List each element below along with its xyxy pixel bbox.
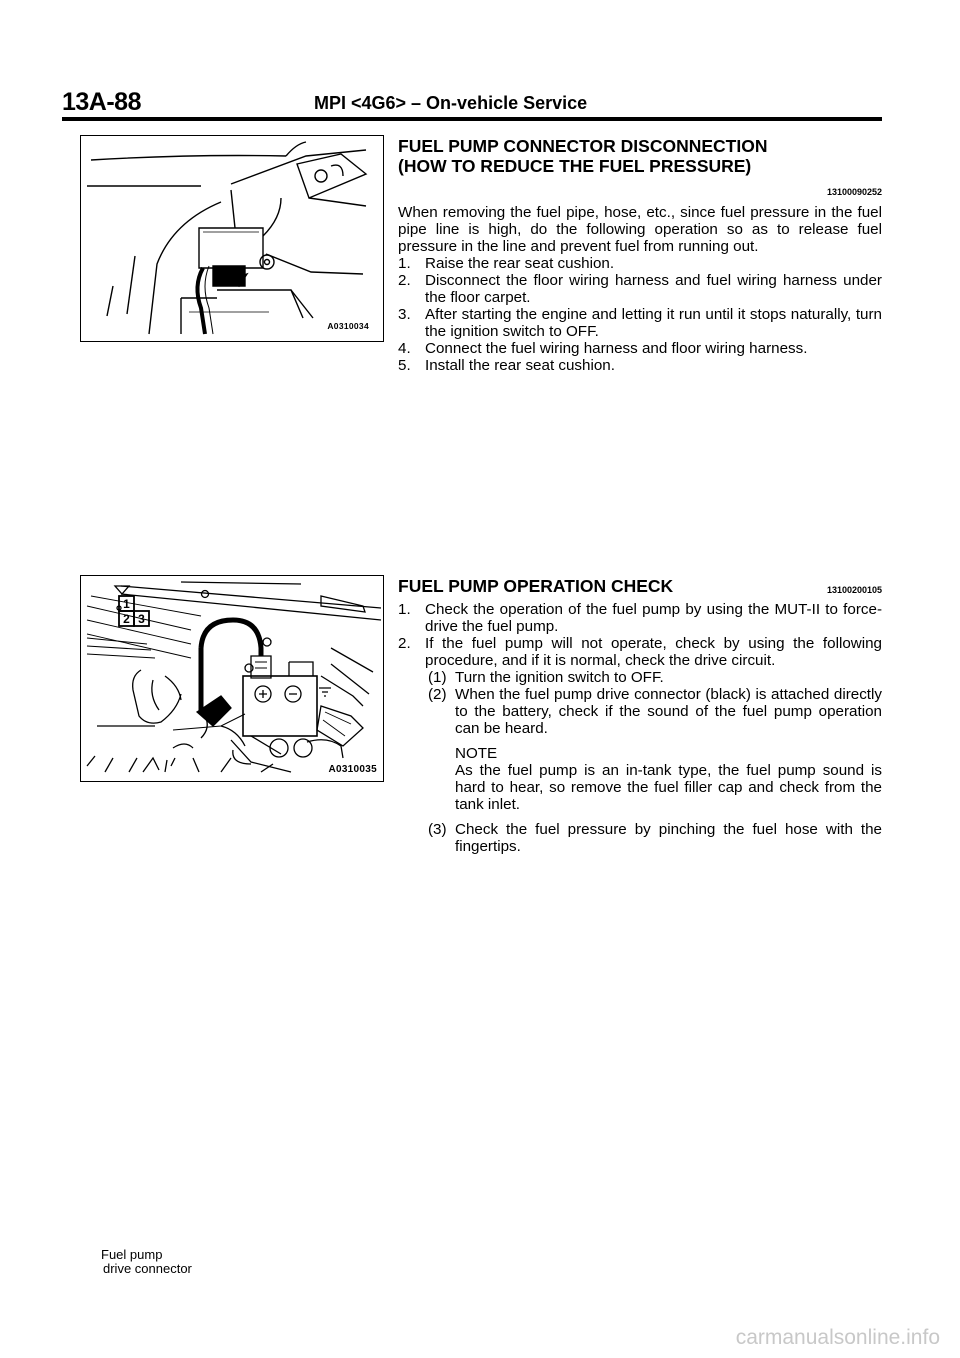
list-item: 1. Check the operation of the fuel pump by using the MUT-II to force-drive the fuel pump.	[398, 601, 882, 635]
reference-code: 13100090252	[826, 187, 882, 197]
list-item: 2. Disconnect the floor wiring harness and fuel wiring harness under the floor carpet.	[398, 272, 882, 306]
section-title: MPI <4G6> – On-vehicle Service	[314, 93, 588, 113]
watermark: carmanualsonline.info	[735, 1326, 940, 1349]
list-item: (3) Check the fuel pressure by pinching the fuel hose with the fingertips.	[428, 821, 882, 855]
note-block	[398, 745, 882, 813]
list-item: (2) When the fuel pump drive connector (black) is attached directly to the battery, check if the sound of the fuel pump operation can be heard.	[428, 686, 882, 737]
list-item: 2. If the fuel pump will not operate, check by using the following procedure, and if it is normal, check the drive circuit.	[398, 635, 882, 669]
label-drive-connector: drive connector	[103, 1261, 192, 1276]
note-text: As the fuel pump is an in-tank type, the fuel pump sound is hard to hear, so remove the fuel filler cap and check from the tank inlet.	[455, 762, 882, 813]
list-item: 4. Connect the fuel wiring harness and floor wiring harness.	[398, 340, 808, 357]
connector-pin-number: 2	[123, 612, 130, 626]
section-fuel-pump-connector-disconnection	[398, 136, 882, 374]
intro-paragraph: When removing the fuel pipe, hose, etc., since fuel pressure in the fuel pipe line is high, do the following operation so as to release fuel pressure in the line and prevent fuel from running out.	[398, 204, 882, 255]
figure-fuel-pump-connector	[80, 575, 384, 1276]
illustration-battery-connector	[81, 576, 383, 781]
check-steps-continued	[398, 821, 882, 855]
list-item: (1) Turn the ignition switch to OFF.	[428, 669, 664, 686]
list-item: 5. Install the rear seat cushion.	[398, 357, 615, 374]
list-item: 3. After starting the engine and letting it run until it stops naturally, turn the ignition switch to OFF.	[398, 306, 882, 340]
list-item: 1. Raise the rear seat cushion.	[398, 255, 615, 272]
check-steps	[398, 601, 882, 737]
page-header	[62, 88, 882, 122]
note-title: NOTE	[455, 745, 498, 762]
section-heading-line1: FUEL PUMP CONNECTOR DISCONNECTION	[398, 136, 768, 156]
reference-code: 13100200105	[826, 585, 882, 595]
figure-code: A0310035	[328, 764, 377, 775]
figure-rear-seat-harness	[80, 135, 384, 342]
section-heading: FUEL PUMP OPERATION CHECK	[398, 576, 674, 596]
procedure-steps	[398, 255, 882, 374]
connector-pin-number: 1	[123, 597, 130, 611]
header-rule	[62, 117, 882, 121]
section-heading-row	[398, 576, 882, 598]
section-heading-line2: (HOW TO REDUCE THE FUEL PRESSURE)	[398, 156, 752, 176]
section-fuel-pump-operation-check	[398, 576, 882, 855]
label-fuel-pump: Fuel pump	[101, 1247, 163, 1262]
figure-code: A0310034	[327, 321, 369, 331]
connector-pin-number: 3	[138, 612, 145, 626]
page-number: 13A-88	[62, 88, 141, 116]
illustration-rear-seat-harness	[81, 136, 383, 341]
